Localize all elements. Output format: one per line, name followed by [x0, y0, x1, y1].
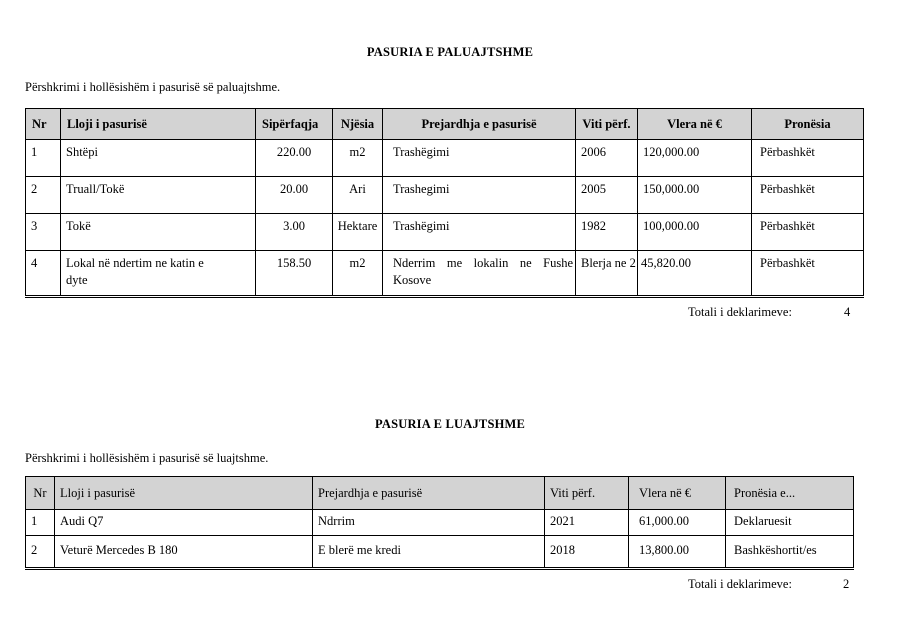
- col-header-type: Lloji i pasurisë: [61, 109, 256, 140]
- cell-ownership: Përbashkët: [752, 214, 864, 251]
- movable-description: Përshkrimi i hollësishëm i pasurisë së luajtshme.: [25, 451, 269, 465]
- cell-ownership: Përbashkët: [752, 140, 864, 177]
- cell-unit: m2: [333, 251, 383, 297]
- table-row: [26, 177, 864, 214]
- col-header-year: Viti përf.: [545, 477, 629, 510]
- cell-value: 150,000.00: [638, 177, 752, 214]
- movable-section-title: PASURIA E LUAJTSHME: [374, 417, 526, 431]
- immovable-description: Përshkrimi i hollësishëm i pasurisë së paluajtshme.: [25, 80, 281, 94]
- cell-ownership: Përbashkët: [752, 177, 864, 214]
- col-header-nr: Nr: [26, 109, 61, 140]
- cell-year: Blerja ne 2: [576, 251, 638, 297]
- table-row: [26, 510, 854, 536]
- col-header-origin: Prejardhja e pasurisë: [313, 477, 545, 510]
- cell-nr: 3: [26, 214, 61, 251]
- movable-property-table: [25, 476, 854, 570]
- col-header-value: Vlera në €: [638, 109, 752, 140]
- cell-ownership: Deklaruesit: [726, 510, 854, 536]
- immovable-section-title: PASURIA E PALUAJTSHME: [366, 45, 534, 59]
- movable-total: [688, 577, 858, 592]
- table-header-row: [26, 109, 864, 140]
- cell-area: 158.50: [256, 251, 333, 297]
- cell-year: 2006: [576, 140, 638, 177]
- cell-origin: Trashëgimi: [383, 214, 576, 251]
- col-header-year: Viti përf.: [576, 109, 638, 140]
- col-header-unit: Njësia: [333, 109, 383, 140]
- cell-value: 120,000.00: [638, 140, 752, 177]
- cell-value: 61,000.00: [629, 510, 726, 536]
- cell-nr: 2: [26, 177, 61, 214]
- cell-origin: E blerë me kredi: [313, 536, 545, 569]
- movable-total-label: Totali i deklarimeve:: [688, 577, 792, 591]
- cell-origin: Ndrrim: [313, 510, 545, 536]
- table-header-row: [26, 477, 854, 510]
- movable-total-value: 2: [843, 577, 850, 591]
- immovable-property-table: [25, 108, 864, 298]
- col-header-ownership: Pronësia e...: [726, 477, 854, 510]
- cell-unit: Hektare: [333, 214, 383, 251]
- cell-type: Truall/Tokë: [61, 177, 256, 214]
- table-row: [26, 140, 864, 177]
- col-header-value: Vlera në €: [629, 477, 726, 510]
- cell-value: 45,820.00: [638, 251, 752, 297]
- col-header-area: Sipërfaqja: [256, 109, 333, 140]
- cell-value: 13,800.00: [629, 536, 726, 569]
- cell-area: 3.00: [256, 214, 333, 251]
- cell-origin: [383, 251, 576, 297]
- cell-area: 220.00: [256, 140, 333, 177]
- cell-unit: m2: [333, 140, 383, 177]
- cell-type: Audi Q7: [55, 510, 313, 536]
- table-row: [26, 536, 854, 569]
- cell-type: Tokë: [61, 214, 256, 251]
- cell-year: 2005: [576, 177, 638, 214]
- cell-nr: 4: [26, 251, 61, 297]
- cell-origin: Trashëgimi: [383, 140, 576, 177]
- cell-unit: Ari: [333, 177, 383, 214]
- immovable-total-label: Totali i deklarimeve:: [688, 305, 792, 319]
- table-row: [26, 214, 864, 251]
- cell-year: 2021: [545, 510, 629, 536]
- cell-year: 2018: [545, 536, 629, 569]
- cell-type: Veturë Mercedes B 180: [55, 536, 313, 569]
- cell-ownership: Përbashkët: [752, 251, 864, 297]
- table-row: [26, 251, 864, 297]
- immovable-total-value: 4: [844, 305, 851, 319]
- cell-origin: Trashegimi: [383, 177, 576, 214]
- cell-year: 1982: [576, 214, 638, 251]
- col-header-ownership: Pronësia: [752, 109, 864, 140]
- col-header-nr: Nr: [26, 477, 55, 510]
- cell-nr: 1: [26, 140, 61, 177]
- col-header-origin: Prejardhja e pasurisë: [383, 109, 576, 140]
- cell-type: Shtëpi: [61, 140, 256, 177]
- col-header-type: Lloji i pasurisë: [55, 477, 313, 510]
- cell-area: 20.00: [256, 177, 333, 214]
- cell-ownership: Bashkëshortit/es: [726, 536, 854, 569]
- cell-origin-line1: Nderrim me lokalin ne Fushe: [393, 256, 573, 270]
- immovable-total: [688, 305, 858, 320]
- cell-nr: 1: [26, 510, 55, 536]
- cell-nr: 2: [26, 536, 55, 569]
- cell-value: 100,000.00: [638, 214, 752, 251]
- cell-origin-line2: Kosove: [393, 273, 432, 287]
- cell-type: Lokal në ndertim ne katin e dyte: [61, 251, 256, 297]
